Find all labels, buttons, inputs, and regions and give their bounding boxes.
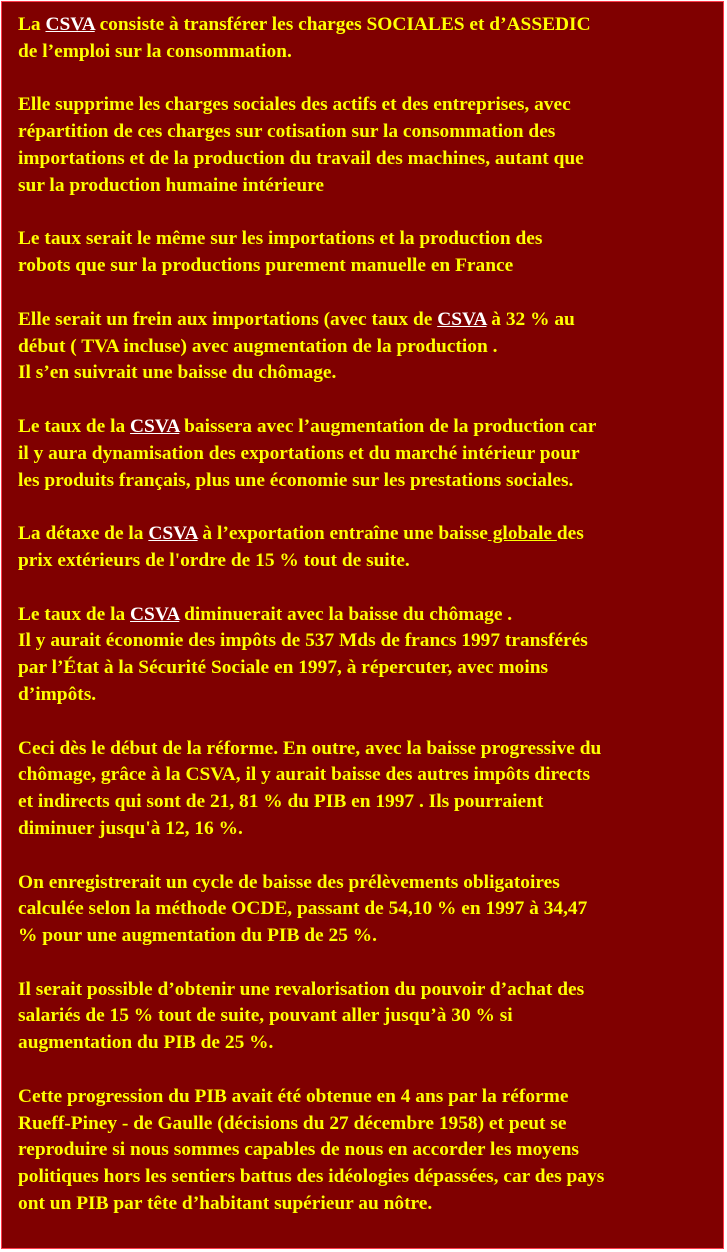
- text-line: % pour une augmentation du PIB de 25 %.: [18, 925, 377, 947]
- text-line: augmentation du PIB de 25 %.: [18, 1032, 274, 1054]
- csva-link[interactable]: CSVA: [148, 523, 198, 545]
- text-line: Ceci dès le début de la réforme. En outre, avec la baisse progressive du: [18, 737, 602, 759]
- paragraph-conclusion: [18, 1084, 717, 1218]
- text-line: politiques hors les sentiers battus des idéologies dépassées, car des pays: [18, 1166, 605, 1188]
- text-line: répartition de ces charges sur cotisation sur la consommation des: [18, 121, 556, 143]
- paragraph-reform: [18, 736, 717, 843]
- text: baissera avec l’augmentation de la production car: [179, 415, 597, 437]
- csva-link[interactable]: CSVA: [130, 415, 180, 437]
- text: Le taux de la: [18, 603, 131, 625]
- text-line: Rueff-Piney - de Gaulle (décisions du 27 décembre 1958) et peut se: [18, 1112, 567, 1134]
- paragraph-rate-decrease: [18, 414, 717, 494]
- text-line: chômage, grâce à la CSVA, il y aurait baisse des autres impôts directs: [18, 764, 590, 786]
- csva-link[interactable]: CSVA: [437, 308, 487, 330]
- paragraph-taxes: [18, 602, 717, 709]
- paragraph-definition: [18, 12, 717, 66]
- paragraph-levies: [18, 870, 717, 950]
- text: Elle serait un frein aux importations (avec taux de: [18, 308, 438, 330]
- text-line: diminuer jusqu'à 12, 16 %.: [18, 817, 243, 839]
- text: La: [18, 14, 46, 35]
- text: à l’exportation entraîne une baisse: [197, 523, 488, 545]
- text-line: les produits français, plus une économie sur les prestations sociales.: [18, 469, 574, 491]
- paragraph-imports: [18, 307, 717, 387]
- paragraph-export: [18, 521, 717, 575]
- text: des: [556, 523, 584, 545]
- text: Le taux de la: [18, 415, 131, 437]
- text-line: robots que sur la productions purement manuelle en France: [18, 255, 514, 277]
- text-line: Le taux serait le même sur les importations et la production des: [18, 228, 543, 250]
- csva-link[interactable]: CSVA: [130, 603, 180, 625]
- paragraph-purchasing-power: [18, 977, 717, 1057]
- text-line: par l’État à la Sécurité Sociale en 1997, à répercuter, avec moins: [18, 657, 549, 679]
- text-line: d’impôts.: [18, 683, 97, 705]
- text-line: Il serait possible d’obtenir une revalorisation du pouvoir d’achat des: [18, 978, 585, 1000]
- text-line: prix extérieurs de l'ordre de 15 % tout de suite.: [18, 549, 410, 571]
- text-line: début ( TVA incluse) avec augmentation de la production .: [18, 335, 498, 357]
- csva-link[interactable]: CSVA: [45, 14, 95, 35]
- text-line: ont un PIB par tête d’habitant supérieur au nôtre.: [18, 1193, 433, 1215]
- paragraph-rate: [18, 226, 717, 280]
- text-line: importations et de la production du travail des machines, autant que: [18, 147, 584, 169]
- text-line: calculée selon la méthode OCDE, passant de 54,10 % en 1997 à 34,47: [18, 898, 588, 920]
- text-line: et indirects qui sont de 21, 81 % du PIB en 1997 . Ils pourraient: [18, 791, 544, 813]
- text-line: On enregistrerait un cycle de baisse des prélèvements obligatoires: [18, 871, 560, 893]
- text-line: de l’emploi sur la consommation.: [18, 40, 292, 62]
- text-line: Cette progression du PIB avait été obtenue en 4 ans par la réforme: [18, 1085, 569, 1107]
- text: à 32 % au: [486, 308, 575, 330]
- text-line: sur la production humaine intérieure: [18, 174, 324, 196]
- underlined-text: globale: [487, 523, 557, 545]
- text: La détaxe de la: [18, 523, 149, 545]
- text: diminuerait avec la baisse du chômage .: [179, 603, 513, 625]
- text-line: Elle supprime les charges sociales des actifs et des entreprises, avec: [18, 94, 571, 116]
- text-line: salariés de 15 % tout de suite, pouvant aller jusqu’à 30 % si: [18, 1005, 513, 1027]
- text: consiste à transférer les charges SOCIALES et d’ASSEDIC: [94, 14, 591, 35]
- text-line: Il y aurait économie des impôts de 537 Mds de francs 1997 transférés: [18, 630, 588, 652]
- text-line: Il s’en suivrait une baisse du chômage.: [18, 362, 337, 384]
- text-line: reproduire si nous sommes capables de nous en accorder les moyens: [18, 1139, 579, 1161]
- text-line: il y aura dynamisation des exportations et du marché intérieur pour: [18, 442, 580, 464]
- text-panel: [1, 1, 724, 1249]
- paragraph-charges: [18, 92, 717, 199]
